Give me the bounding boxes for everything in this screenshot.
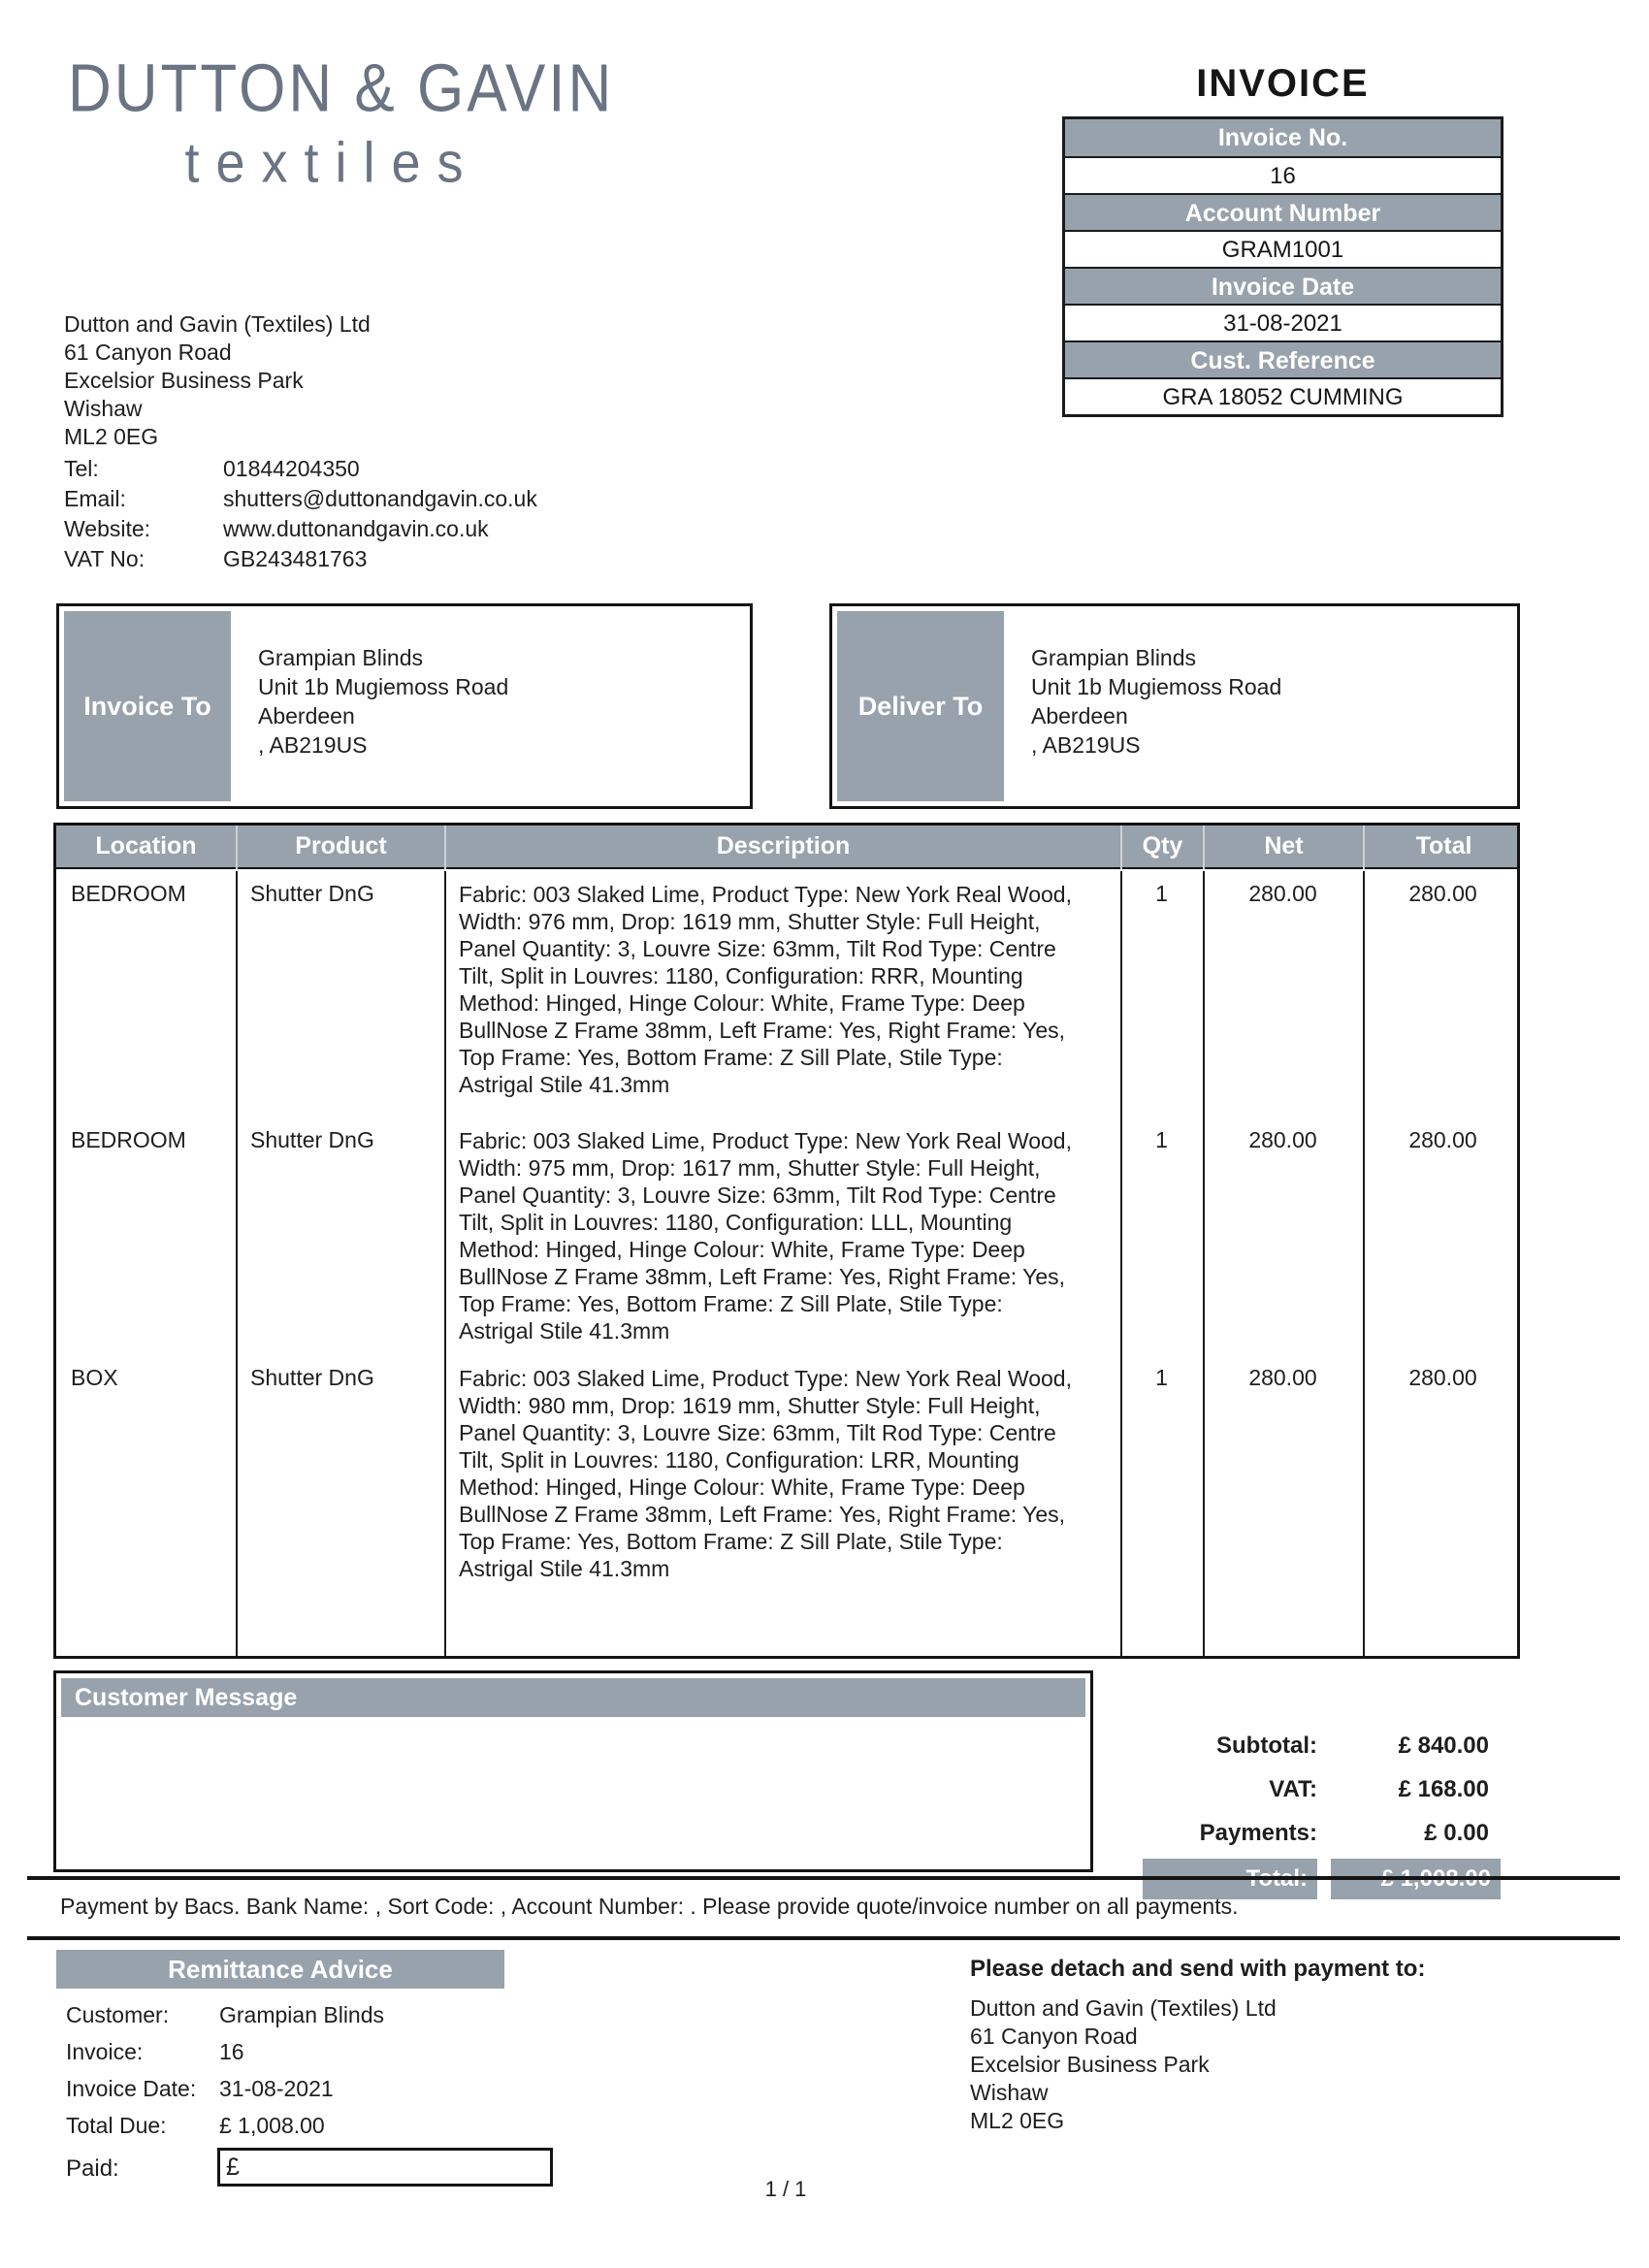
column-header-total: Total [1363, 826, 1523, 869]
vat-label: VAT No: [64, 546, 146, 571]
invoice-no-header: Invoice No. [1065, 119, 1501, 156]
remittance-customer-row [66, 2002, 384, 2028]
item-qty: 1 [1155, 881, 1168, 906]
deliver-to-address [1031, 643, 1281, 760]
item-qty: 1 [1155, 1365, 1168, 1390]
invoice-date-value: 31-08-2021 [1065, 304, 1501, 340]
item-net: 280.00 [1248, 1127, 1317, 1152]
items-table-body [56, 871, 1517, 1656]
remittance-total-due-value: £ 1,008.00 [219, 2113, 325, 2138]
invoice-to-line: Grampian Blinds [258, 645, 424, 670]
remittance-customer-value: Grampian Blinds [219, 2002, 385, 2027]
vat-value: GB243481763 [223, 546, 368, 571]
column-divider [1203, 871, 1205, 1656]
column-header-location: Location [95, 832, 197, 859]
deliver-to-label: Deliver To [837, 611, 1004, 801]
contact-row-vat [64, 544, 537, 574]
cust-reference-value: GRA 18052 CUMMING [1065, 377, 1501, 414]
invoice-title: INVOICE [1196, 62, 1370, 105]
logo-text-primary: DUTTON & GAVIN [68, 51, 615, 127]
contact-row-tel [64, 454, 537, 484]
invoice-to-line: Unit 1b Mugiemoss Road [258, 674, 509, 699]
remittance-date-value: 31-08-2021 [219, 2076, 334, 2101]
customer-message-box [53, 1670, 1093, 1872]
item-product: Shutter DnG [250, 1127, 374, 1152]
items-table-header [56, 826, 1517, 869]
deliver-to-line: , AB219US [1031, 732, 1141, 758]
payments-row [1125, 1820, 1489, 1847]
column-header-product: Product [236, 826, 444, 869]
cust-reference-header: Cust. Reference [1065, 340, 1501, 377]
customer-message-header: Customer Message [61, 1678, 1085, 1717]
item-total: 280.00 [1408, 1127, 1477, 1152]
payments-value: £ 0.00 [1424, 1820, 1489, 1846]
contact-row-email [64, 484, 537, 514]
detach-address-line: Wishaw [970, 2080, 1049, 2105]
remittance-date-row [66, 2076, 334, 2102]
column-divider [1363, 871, 1365, 1656]
item-total: 280.00 [1408, 881, 1477, 906]
remittance-total-due-row [66, 2113, 325, 2139]
subtotal-row [1125, 1733, 1489, 1760]
remittance-date-label: Invoice Date: [66, 2076, 197, 2101]
horizontal-divider [27, 1876, 1620, 1880]
detach-address-line: ML2 0EG [970, 2108, 1065, 2133]
remittance-invoice-label: Invoice: [66, 2039, 144, 2064]
detach-address-line: Excelsior Business Park [970, 2052, 1210, 2077]
page-number: 1 / 1 [764, 2177, 807, 2201]
vat-value: £ 168.00 [1398, 1776, 1489, 1802]
invoice-date-header: Invoice Date [1065, 267, 1501, 304]
deliver-to-box [829, 603, 1520, 809]
detach-address-line: 61 Canyon Road [970, 2024, 1138, 2049]
column-divider [1120, 871, 1122, 1656]
vat-row [1125, 1776, 1489, 1803]
company-address-line: Wishaw [64, 396, 143, 421]
company-address-block [64, 310, 371, 451]
detach-address-line: Dutton and Gavin (Textiles) Ltd [970, 1995, 1277, 2021]
item-product: Shutter DnG [250, 881, 374, 906]
invoice-to-box [56, 603, 753, 809]
detach-instruction: Please detach and send with payment to: [970, 1956, 1426, 1982]
item-net: 280.00 [1248, 1365, 1317, 1390]
column-header-net: Net [1203, 826, 1363, 869]
subtotal-value: £ 840.00 [1398, 1733, 1489, 1759]
deliver-to-line: Unit 1b Mugiemoss Road [1031, 674, 1282, 699]
detach-address-block [970, 1994, 1277, 2135]
item-net: 280.00 [1248, 881, 1317, 906]
horizontal-divider [27, 1936, 1620, 1940]
item-description: Fabric: 003 Slaked Lime, Product Type: New York Real Wood, Width: 980 mm, Drop: 1619 mm, Shutter Style: Full Height, Panel Quantity: 3, Louvre Size: 63mm, Tilt Rod Type: Centre Tilt, Split in Louvres: 1180, Configuration: LRR, Mounting Method: Hinged, Hinge Colour: White, Frame Type: Deep BullNose Z Frame 38mm, Left Frame: Yes, Right Frame: Yes, Top Frame: Yes, Bottom Frame: Z Sill Plate, Stile Type: Astrigal Stile 41.3mm [459, 1366, 1072, 1581]
account-number-value: GRAM1001 [1065, 230, 1501, 267]
company-address-line: Excelsior Business Park [64, 368, 304, 393]
column-header-qty: Qty [1120, 826, 1203, 869]
invoice-to-address [258, 643, 508, 760]
item-location: BEDROOM [71, 1127, 186, 1152]
contact-details [64, 454, 537, 574]
website-value: www.duttonandgavin.co.uk [223, 516, 489, 541]
deliver-to-line: Aberdeen [1031, 703, 1128, 729]
item-product: Shutter DnG [250, 1365, 374, 1390]
item-qty: 1 [1155, 1127, 1168, 1152]
deliver-to-line: Grampian Blinds [1031, 645, 1197, 670]
tel-value: 01844204350 [223, 456, 360, 481]
paid-input[interactable]: £ [217, 2148, 553, 2187]
column-divider [236, 871, 238, 1656]
vat-label: VAT: [1269, 1776, 1317, 1802]
tel-label: Tel: [64, 456, 99, 481]
remittance-invoice-value: 16 [219, 2039, 244, 2064]
remittance-advice-header: Remittance Advice [56, 1950, 504, 1989]
email-value: shutters@duttonandgavin.co.uk [223, 486, 537, 511]
email-label: Email: [64, 486, 126, 511]
column-header-description: Description [444, 826, 1120, 869]
logo-text-secondary: textiles [184, 131, 480, 195]
item-location: BEDROOM [71, 881, 186, 906]
invoice-info-table [1062, 116, 1504, 417]
subtotal-label: Subtotal: [1216, 1733, 1317, 1759]
invoice-to-line: Aberdeen [258, 703, 355, 729]
item-description: Fabric: 003 Slaked Lime, Product Type: New York Real Wood, Width: 975 mm, Drop: 1617 mm, Shutter Style: Full Height, Panel Quantity: 3, Louvre Size: 63mm, Tilt Rod Type: Centre Tilt, Split in Louvres: 1180, Configuration: LLL, Mounting Method: Hinged, Hinge Colour: White, Frame Type: Deep BullNose Z Frame 38mm, Left Frame: Yes, Right Frame: Yes, Top Frame: Yes, Bottom Frame: Z Sill Plate, Stile Type: Astrigal Stile 41.3mm [459, 1128, 1072, 1344]
payment-note: Payment by Bacs. Bank Name: , Sort Code: , Account Number: . Please provide quote/invoice number on all payments. [60, 1894, 1239, 1919]
payments-label: Payments: [1199, 1820, 1317, 1846]
invoice-to-label: Invoice To [64, 611, 231, 801]
website-label: Website: [64, 516, 151, 541]
item-total: 280.00 [1408, 1365, 1477, 1390]
account-number-header: Account Number [1065, 193, 1501, 230]
remittance-invoice-row [66, 2039, 244, 2065]
items-table [53, 823, 1520, 1659]
remittance-total-due-label: Total Due: [66, 2113, 167, 2138]
paid-label: Paid: [66, 2155, 119, 2182]
invoice-no-value: 16 [1065, 156, 1501, 193]
company-name: Dutton and Gavin (Textiles) Ltd [64, 311, 371, 337]
company-address-line: ML2 0EG [64, 424, 159, 449]
item-description: Fabric: 003 Slaked Lime, Product Type: New York Real Wood, Width: 976 mm, Drop: 1619 mm, Shutter Style: Full Height, Panel Quantity: 3, Louvre Size: 63mm, Tilt Rod Type: Centre Tilt, Split in Louvres: 1180, Configuration: RRR, Mounting Method: Hinged, Hinge Colour: White, Frame Type: Deep BullNose Z Frame 38mm, Left Frame: Yes, Right Frame: Yes, Top Frame: Yes, Bottom Frame: Z Sill Plate, Stile Type: Astrigal Stile 41.3mm [459, 882, 1072, 1097]
item-location: BOX [71, 1365, 118, 1390]
company-address-line: 61 Canyon Road [64, 340, 232, 365]
remittance-customer-label: Customer: [66, 2002, 170, 2027]
contact-row-website [64, 514, 537, 544]
company-logo [68, 50, 615, 195]
invoice-to-line: , AB219US [258, 732, 368, 758]
